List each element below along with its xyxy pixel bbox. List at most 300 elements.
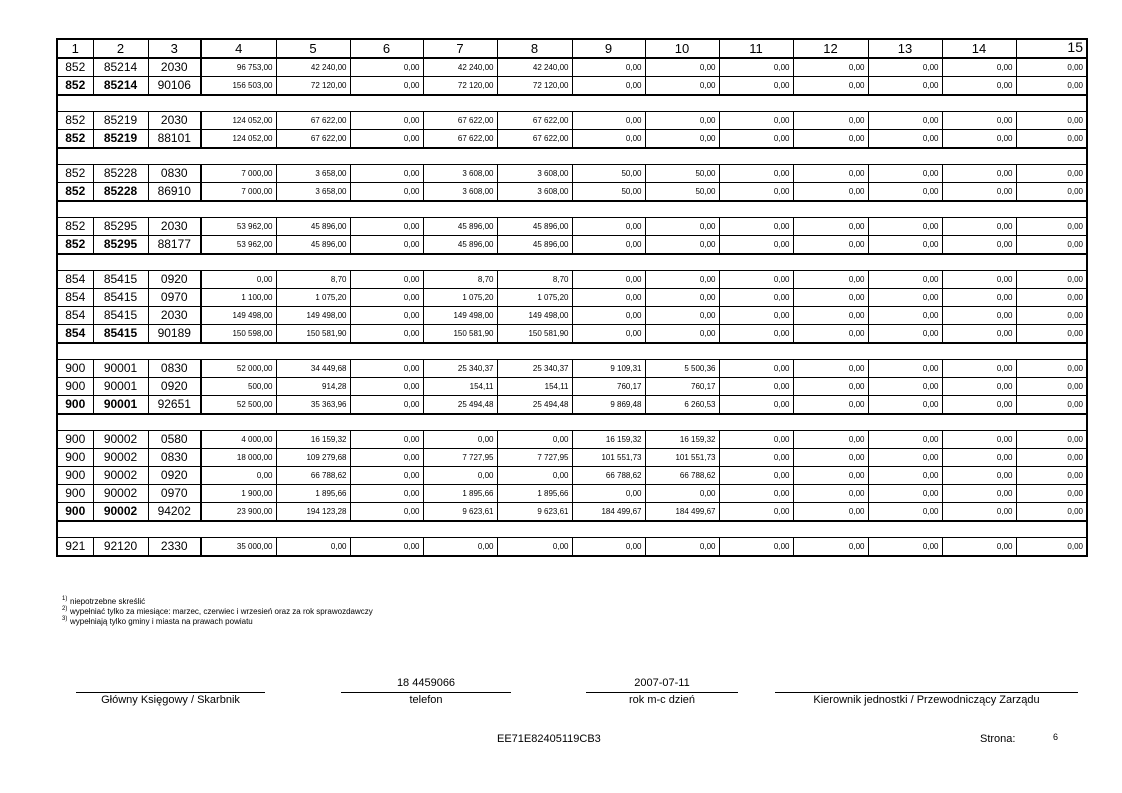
amount-cell: 66 788,62: [572, 467, 645, 485]
amount-cell: 0,00: [793, 130, 868, 149]
paragraph-cell: 0920: [148, 467, 201, 485]
amount-cell: 25 494,48: [497, 396, 572, 415]
footnote-3: [62, 617, 373, 627]
column-number-7: 7: [423, 39, 497, 58]
head-signature-label: Kierownik jednostki / Przewodniczący Zarządu: [813, 694, 1040, 706]
amount-cell: 149 498,00: [423, 307, 497, 325]
column-number-11: 11: [719, 39, 793, 58]
footnote-2-text: wypełniać tylko za miesiące: marzec, czerwiec i wrzesień oraz za rok sprawozdawczy: [70, 607, 373, 616]
column-number-5: 5: [276, 39, 350, 58]
amount-cell: 124 052,00: [201, 112, 276, 130]
column-number-1: 1: [57, 39, 93, 58]
accountant-signature-label: Główny Księgowy / Skarbnik: [101, 694, 240, 706]
paragraph-cell: 0830: [148, 360, 201, 378]
amount-cell: 67 622,00: [497, 130, 572, 149]
amount-cell: 0,00: [793, 431, 868, 449]
page-label: Strona:: [980, 733, 1016, 745]
amount-cell: 0,00: [868, 325, 942, 344]
amount-cell: 72 120,00: [423, 77, 497, 96]
amount-cell: 0,00: [719, 538, 793, 557]
chapter-cell: 85219: [93, 130, 148, 149]
amount-cell: 0,00: [719, 271, 793, 289]
phone-value: 18 4459066: [396, 677, 456, 689]
amount-cell: 150 581,90: [497, 325, 572, 344]
amount-cell: 0,00: [793, 77, 868, 96]
section-cell: 900: [57, 396, 93, 415]
separator-cell: [57, 343, 1087, 360]
amount-cell: 0,00: [645, 236, 719, 255]
table-row: [57, 130, 1087, 149]
amount-cell: 0,00: [350, 503, 423, 522]
amount-cell: 0,00: [1016, 218, 1087, 236]
paragraph-cell: 0580: [148, 431, 201, 449]
amount-cell: 0,00: [793, 271, 868, 289]
amount-cell: 0,00: [1016, 431, 1087, 449]
amount-cell: 0,00: [942, 325, 1016, 344]
amount-cell: 0,00: [719, 396, 793, 415]
amount-cell: 0,00: [1016, 77, 1087, 96]
amount-cell: 9 623,61: [423, 503, 497, 522]
amount-cell: 18 000,00: [201, 449, 276, 467]
paragraph-cell: 2030: [148, 218, 201, 236]
amount-cell: 0,00: [1016, 112, 1087, 130]
amount-cell: 0,00: [350, 130, 423, 149]
paragraph-cell: 0830: [148, 449, 201, 467]
chapter-cell: 90002: [93, 467, 148, 485]
footnote-2: [62, 607, 373, 617]
separator-cell: [57, 521, 1087, 538]
amount-cell: 7 000,00: [201, 165, 276, 183]
amount-cell: 0,00: [719, 449, 793, 467]
amount-cell: 25 340,37: [423, 360, 497, 378]
amount-cell: 1 895,66: [276, 485, 350, 503]
amount-cell: 35 000,00: [201, 538, 276, 557]
group-separator: [57, 343, 1087, 360]
amount-cell: 67 622,00: [276, 130, 350, 149]
amount-cell: 0,00: [1016, 485, 1087, 503]
amount-cell: 0,00: [497, 467, 572, 485]
amount-cell: 0,00: [1016, 58, 1087, 77]
amount-cell: 0,00: [719, 503, 793, 522]
amount-cell: 760,17: [645, 378, 719, 396]
head-signature-value: [775, 676, 1078, 691]
amount-cell: 7 727,95: [497, 449, 572, 467]
paragraph-cell: 0970: [148, 289, 201, 307]
amount-cell: 0,00: [350, 183, 423, 202]
column-number-row: [57, 39, 1087, 58]
amount-cell: 0,00: [868, 130, 942, 149]
amount-cell: 66 788,62: [276, 467, 350, 485]
table-row: [57, 378, 1087, 396]
column-number-8: 8: [497, 39, 572, 58]
amount-cell: 0,00: [1016, 165, 1087, 183]
amount-cell: 0,00: [572, 307, 645, 325]
amount-cell: 0,00: [572, 77, 645, 96]
section-cell: 852: [57, 183, 93, 202]
chapter-cell: 85295: [93, 218, 148, 236]
section-cell: 854: [57, 271, 93, 289]
amount-cell: 156 503,00: [201, 77, 276, 96]
amount-cell: 0,00: [719, 485, 793, 503]
section-cell: 900: [57, 503, 93, 522]
amount-cell: 914,28: [276, 378, 350, 396]
amount-cell: 52 000,00: [201, 360, 276, 378]
amount-cell: 6 260,53: [645, 396, 719, 415]
chapter-cell: 85295: [93, 236, 148, 255]
amount-cell: 149 498,00: [201, 307, 276, 325]
amount-cell: 0,00: [350, 449, 423, 467]
amount-cell: 0,00: [942, 130, 1016, 149]
table-row: [57, 503, 1087, 522]
paragraph-cell: 90189: [148, 325, 201, 344]
amount-cell: 0,00: [868, 218, 942, 236]
table-row: [57, 165, 1087, 183]
section-cell: 852: [57, 77, 93, 96]
amount-cell: 0,00: [942, 431, 1016, 449]
amount-cell: 0,00: [350, 538, 423, 557]
amount-cell: 1 895,66: [423, 485, 497, 503]
group-separator: [57, 414, 1087, 431]
document-id: EE71E82405119CB3: [497, 733, 601, 745]
amount-cell: 35 363,96: [276, 396, 350, 415]
footnote-1: [62, 597, 373, 607]
amount-cell: 66 788,62: [645, 467, 719, 485]
amount-cell: 0,00: [942, 538, 1016, 557]
section-cell: 900: [57, 360, 93, 378]
amount-cell: 0,00: [793, 503, 868, 522]
amount-cell: 0,00: [719, 165, 793, 183]
footnote-1-mark: 1): [62, 596, 68, 602]
section-cell: 854: [57, 289, 93, 307]
amount-cell: 0,00: [868, 360, 942, 378]
amount-cell: 0,00: [719, 77, 793, 96]
amount-cell: 9 623,61: [497, 503, 572, 522]
amount-cell: 0,00: [276, 538, 350, 557]
paragraph-cell: 2330: [148, 538, 201, 557]
amount-cell: 0,00: [942, 378, 1016, 396]
footnote-2-mark: 2): [62, 606, 68, 612]
section-cell: 900: [57, 431, 93, 449]
column-number-10: 10: [645, 39, 719, 58]
group-separator: [57, 254, 1087, 271]
amount-cell: 0,00: [645, 130, 719, 149]
amount-cell: 0,00: [793, 396, 868, 415]
amount-cell: 9 109,31: [572, 360, 645, 378]
amount-cell: 0,00: [868, 503, 942, 522]
date-label: rok m-c dzień: [628, 694, 696, 706]
amount-cell: 96 753,00: [201, 58, 276, 77]
table-row: [57, 58, 1087, 77]
paragraph-cell: 0830: [148, 165, 201, 183]
amount-cell: 0,00: [719, 236, 793, 255]
amount-cell: 0,00: [1016, 289, 1087, 307]
amount-cell: 0,00: [793, 307, 868, 325]
amount-cell: 0,00: [350, 360, 423, 378]
amount-cell: 0,00: [868, 467, 942, 485]
amount-cell: 0,00: [572, 236, 645, 255]
amount-cell: 0,00: [572, 325, 645, 344]
paragraph-cell: 88101: [148, 130, 201, 149]
amount-cell: 50,00: [645, 183, 719, 202]
amount-cell: 0,00: [1016, 183, 1087, 202]
table-row: [57, 183, 1087, 202]
phone-label: telefon: [409, 694, 443, 706]
amount-cell: 0,00: [350, 218, 423, 236]
column-number-14: 14: [942, 39, 1016, 58]
column-number-3: 3: [148, 39, 201, 58]
table-body: [57, 58, 1087, 556]
paragraph-cell: 2030: [148, 112, 201, 130]
amount-cell: 0,00: [942, 449, 1016, 467]
amount-cell: 16 159,32: [572, 431, 645, 449]
table-row: [57, 538, 1087, 557]
amount-cell: 0,00: [423, 467, 497, 485]
amount-cell: 760,17: [572, 378, 645, 396]
paragraph-cell: 86910: [148, 183, 201, 202]
amount-cell: 154,11: [497, 378, 572, 396]
amount-cell: 0,00: [793, 360, 868, 378]
separator-cell: [57, 414, 1087, 431]
amount-cell: 1 900,00: [201, 485, 276, 503]
amount-cell: 4 000,00: [201, 431, 276, 449]
amount-cell: 3 608,00: [423, 183, 497, 202]
amount-cell: 1 100,00: [201, 289, 276, 307]
amount-cell: 0,00: [942, 307, 1016, 325]
accountant-signature: [76, 676, 265, 708]
paragraph-cell: 2030: [148, 58, 201, 77]
table-row: [57, 325, 1087, 344]
amount-cell: 109 279,68: [276, 449, 350, 467]
paragraph-cell: 94202: [148, 503, 201, 522]
chapter-cell: 90001: [93, 396, 148, 415]
amount-cell: 0,00: [350, 396, 423, 415]
amount-cell: 0,00: [793, 289, 868, 307]
amount-cell: 0,00: [942, 165, 1016, 183]
amount-cell: 67 622,00: [276, 112, 350, 130]
amount-cell: 0,00: [868, 485, 942, 503]
amount-cell: 0,00: [350, 325, 423, 344]
amount-cell: 0,00: [645, 538, 719, 557]
table-row: [57, 449, 1087, 467]
amount-cell: 0,00: [793, 378, 868, 396]
amount-cell: 0,00: [645, 77, 719, 96]
amount-cell: 149 498,00: [497, 307, 572, 325]
amount-cell: 0,00: [1016, 307, 1087, 325]
amount-cell: 0,00: [1016, 378, 1087, 396]
separator-cell: [57, 201, 1087, 218]
separator-cell: [57, 95, 1087, 112]
amount-cell: 184 499,67: [572, 503, 645, 522]
amount-cell: 0,00: [719, 289, 793, 307]
amount-cell: 0,00: [868, 271, 942, 289]
amount-cell: 5 500,36: [645, 360, 719, 378]
amount-cell: 101 551,73: [572, 449, 645, 467]
amount-cell: 500,00: [201, 378, 276, 396]
footnote-1-text: niepotrzebne skreślić: [70, 597, 146, 606]
chapter-cell: 90002: [93, 431, 148, 449]
footnotes: [62, 597, 373, 627]
amount-cell: 0,00: [868, 112, 942, 130]
amount-cell: 0,00: [719, 378, 793, 396]
amount-cell: 0,00: [868, 58, 942, 77]
column-number-6: 6: [350, 39, 423, 58]
chapter-cell: 85228: [93, 165, 148, 183]
amount-cell: 42 240,00: [276, 58, 350, 77]
chapter-cell: 85415: [93, 325, 148, 344]
paragraph-cell: 90106: [148, 77, 201, 96]
chapter-cell: 90001: [93, 378, 148, 396]
amount-cell: 0,00: [201, 271, 276, 289]
amount-cell: 0,00: [793, 538, 868, 557]
amount-cell: 124 052,00: [201, 130, 276, 149]
table-row: [57, 112, 1087, 130]
amount-cell: 149 498,00: [276, 307, 350, 325]
amount-cell: 0,00: [942, 77, 1016, 96]
column-number-2: 2: [93, 39, 148, 58]
chapter-cell: 90001: [93, 360, 148, 378]
amount-cell: 0,00: [868, 396, 942, 415]
amount-cell: 0,00: [350, 289, 423, 307]
paragraph-cell: 0970: [148, 485, 201, 503]
amount-cell: 0,00: [645, 58, 719, 77]
amount-cell: 1 895,66: [497, 485, 572, 503]
amount-cell: 0,00: [793, 467, 868, 485]
amount-cell: 0,00: [942, 218, 1016, 236]
amount-cell: 0,00: [719, 218, 793, 236]
amount-cell: 150 581,90: [423, 325, 497, 344]
amount-cell: 0,00: [572, 289, 645, 307]
date-field: [586, 676, 738, 708]
amount-cell: 0,00: [645, 218, 719, 236]
amount-cell: 0,00: [497, 538, 572, 557]
section-cell: 852: [57, 165, 93, 183]
chapter-cell: 90002: [93, 485, 148, 503]
amount-cell: 16 159,32: [645, 431, 719, 449]
amount-cell: 0,00: [423, 431, 497, 449]
amount-cell: 25 340,37: [497, 360, 572, 378]
amount-cell: 0,00: [868, 77, 942, 96]
section-cell: 852: [57, 112, 93, 130]
amount-cell: 42 240,00: [423, 58, 497, 77]
amount-cell: 0,00: [1016, 467, 1087, 485]
amount-cell: 1 075,20: [423, 289, 497, 307]
amount-cell: 67 622,00: [497, 112, 572, 130]
amount-cell: 3 608,00: [423, 165, 497, 183]
amount-cell: 0,00: [719, 325, 793, 344]
amount-cell: 0,00: [350, 378, 423, 396]
footnote-3-text: wypełniają tylko gminy i miasta na prawach powiatu: [70, 617, 253, 626]
group-separator: [57, 201, 1087, 218]
table-row: [57, 485, 1087, 503]
amount-cell: 0,00: [942, 289, 1016, 307]
table-row: [57, 271, 1087, 289]
amount-cell: 0,00: [350, 307, 423, 325]
paragraph-cell: 2030: [148, 307, 201, 325]
amount-cell: 184 499,67: [645, 503, 719, 522]
amount-cell: 53 962,00: [201, 218, 276, 236]
amount-cell: 0,00: [572, 58, 645, 77]
amount-cell: 0,00: [868, 538, 942, 557]
amount-cell: 0,00: [868, 236, 942, 255]
amount-cell: 0,00: [793, 183, 868, 202]
amount-cell: 0,00: [645, 325, 719, 344]
amount-cell: 0,00: [350, 58, 423, 77]
amount-cell: 0,00: [645, 112, 719, 130]
amount-cell: 0,00: [1016, 449, 1087, 467]
amount-cell: 45 896,00: [497, 218, 572, 236]
amount-cell: 3 608,00: [497, 183, 572, 202]
amount-cell: 7 727,95: [423, 449, 497, 467]
amount-cell: 0,00: [572, 130, 645, 149]
report-table: [56, 38, 1088, 557]
amount-cell: 0,00: [497, 431, 572, 449]
chapter-cell: 90002: [93, 503, 148, 522]
amount-cell: 0,00: [942, 112, 1016, 130]
amount-cell: 0,00: [423, 538, 497, 557]
table-row: [57, 236, 1087, 255]
chapter-cell: 85214: [93, 77, 148, 96]
chapter-cell: 85415: [93, 307, 148, 325]
amount-cell: 50,00: [572, 165, 645, 183]
amount-cell: 0,00: [942, 271, 1016, 289]
section-cell: 900: [57, 449, 93, 467]
amount-cell: 45 896,00: [497, 236, 572, 255]
section-cell: 854: [57, 325, 93, 344]
column-number-4: 4: [201, 39, 276, 58]
amount-cell: 0,00: [350, 77, 423, 96]
amount-cell: 50,00: [572, 183, 645, 202]
amount-cell: 0,00: [350, 112, 423, 130]
amount-cell: 0,00: [1016, 236, 1087, 255]
group-separator: [57, 95, 1087, 112]
amount-cell: 8,70: [276, 271, 350, 289]
amount-cell: 3 658,00: [276, 165, 350, 183]
amount-cell: 0,00: [350, 236, 423, 255]
amount-cell: 0,00: [645, 307, 719, 325]
amount-cell: 0,00: [572, 218, 645, 236]
section-cell: 852: [57, 236, 93, 255]
amount-cell: 0,00: [719, 431, 793, 449]
amount-cell: 25 494,48: [423, 396, 497, 415]
amount-cell: 9 869,48: [572, 396, 645, 415]
amount-cell: 0,00: [719, 58, 793, 77]
group-separator: [57, 148, 1087, 165]
phone-field: [341, 676, 511, 708]
amount-cell: 0,00: [1016, 360, 1087, 378]
amount-cell: 45 896,00: [276, 236, 350, 255]
amount-cell: 67 622,00: [423, 130, 497, 149]
amount-cell: 0,00: [719, 467, 793, 485]
amount-cell: 0,00: [868, 431, 942, 449]
amount-cell: 0,00: [942, 183, 1016, 202]
amount-cell: 53 962,00: [201, 236, 276, 255]
amount-cell: 0,00: [201, 467, 276, 485]
paragraph-cell: 92651: [148, 396, 201, 415]
amount-cell: 0,00: [350, 271, 423, 289]
amount-cell: 0,00: [868, 165, 942, 183]
section-cell: 900: [57, 485, 93, 503]
group-separator: [57, 521, 1087, 538]
amount-cell: 0,00: [942, 503, 1016, 522]
table-row: [57, 77, 1087, 96]
amount-cell: 0,00: [868, 307, 942, 325]
amount-cell: 0,00: [719, 360, 793, 378]
amount-cell: 0,00: [793, 218, 868, 236]
amount-cell: 42 240,00: [497, 58, 572, 77]
column-number-15: 15: [1016, 39, 1087, 58]
amount-cell: 0,00: [868, 183, 942, 202]
page-number: 6: [1053, 732, 1059, 742]
